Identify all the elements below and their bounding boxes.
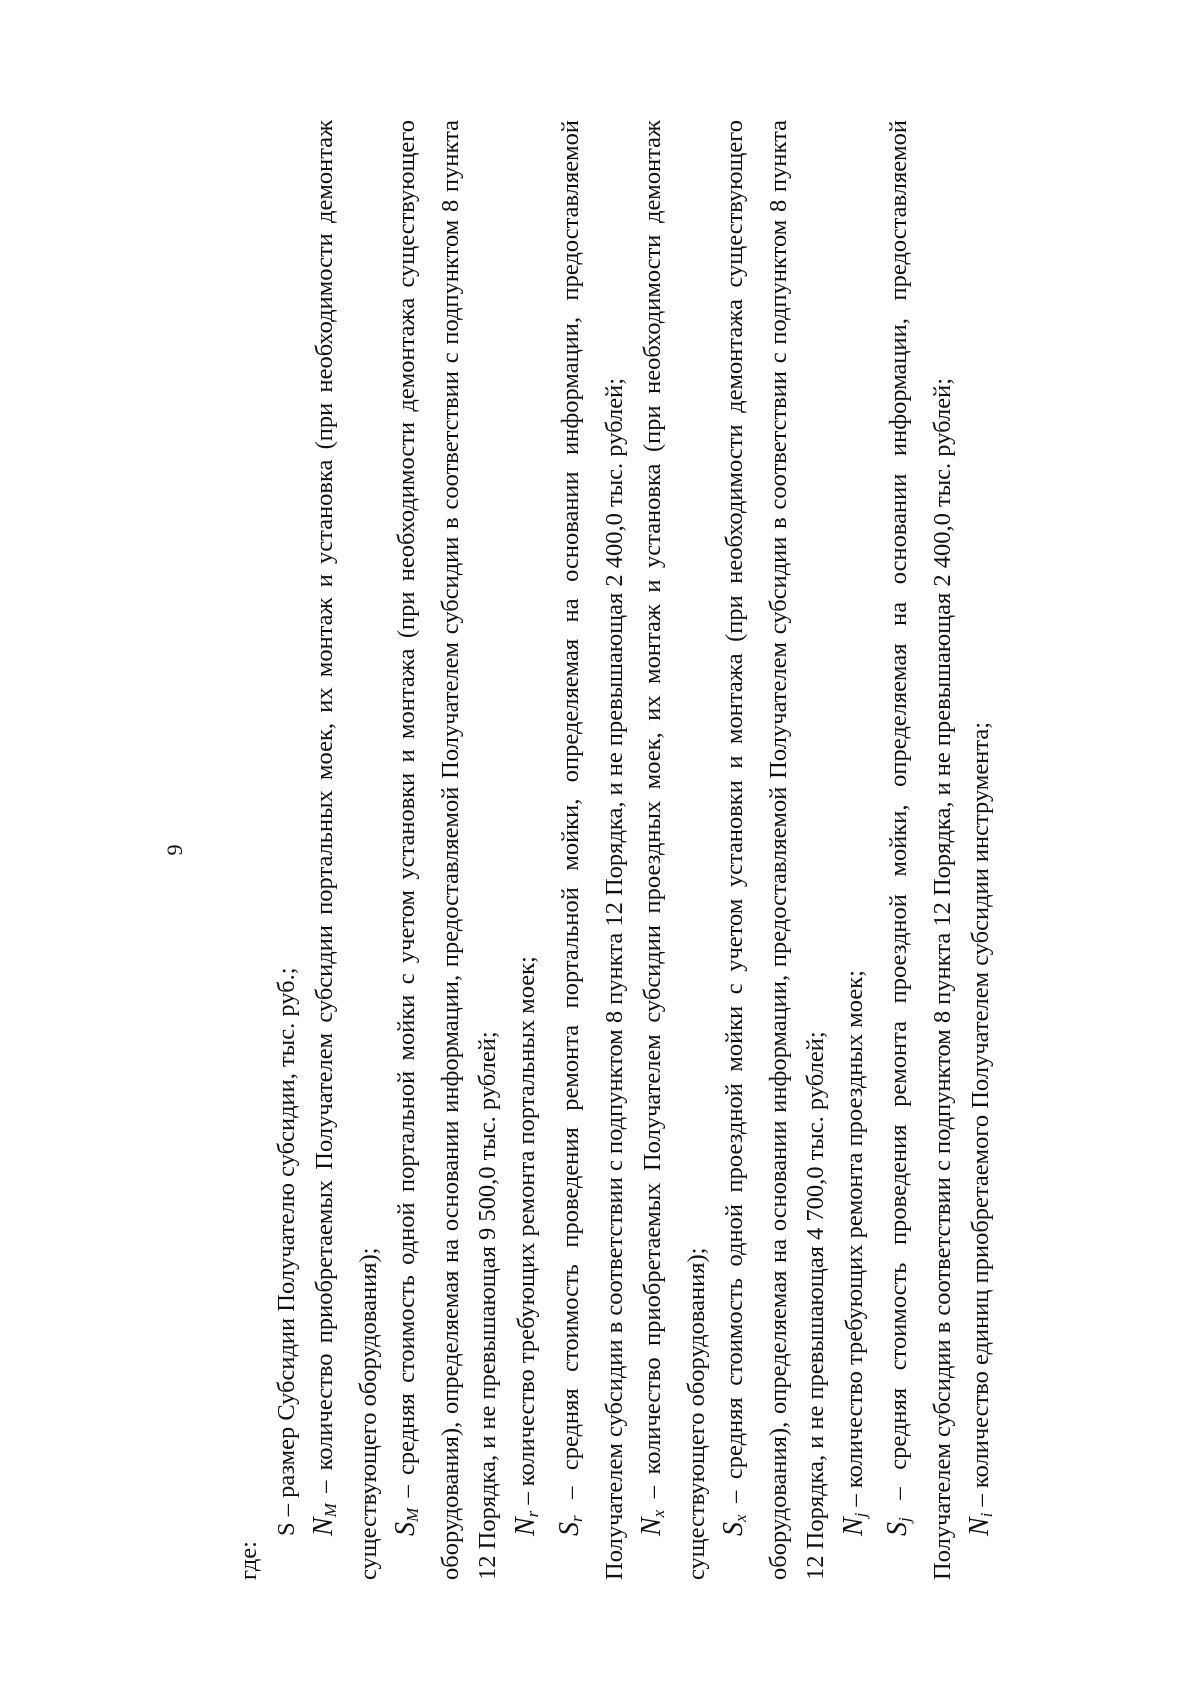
definition-text: – количество приобретаемых Получателем субсидии портальных моек, их монтаж и установка (при необходимости демонтаж существующего оборудования); [311, 120, 382, 1580]
definition-text: – средняя стоимость одной проездной мойки с учетом установки и монтажа (при необходимости демонтажа существующего оборудования), определяемая на основании информации, предоставляемой Получателем субсидии в соответствии с подпунктом 8 пункта 12 Порядка, и не превышающая 4 700,0 тыс. рублей; [721, 120, 829, 1580]
definition-n-m [305, 120, 387, 1580]
rotated-page-content [160, 120, 1060, 1580]
definition-s-m [387, 120, 507, 1580]
intro-line: где: [235, 1541, 262, 1580]
definition-n-i [961, 120, 1006, 1580]
page-number: 9 [162, 844, 187, 856]
symbol-s-m: $S_M$ [390, 1507, 422, 1536]
definition-text: – количество приобретаемых Получателем субсидии проездных моек, их монтаж и установка (при необходимости демонтаж существующего оборудования); [639, 120, 710, 1580]
definition-s-x [715, 120, 835, 1580]
symbol-n-j: $N_j$ [837, 1512, 870, 1536]
definition-text: – средняя стоимость проведения ремонта проездной мойки, определяемая на основании информации, предоставляемой Получателем субсидии в соответствии с подпунктом 8 пункта 12 Порядка, и не превышающая 2 400,0 тыс. рублей; [885, 120, 956, 1580]
definition-s-j [879, 120, 961, 1580]
definition-text: – размер Субсидии Получателю субсидии, тыс. руб.; [272, 967, 300, 1523]
definition-s-r [551, 120, 633, 1580]
definition-text: – количество единиц приобретаемого Получателем субсидии инструмента; [967, 721, 994, 1513]
symbol-s-r: $S_r$ [554, 1515, 586, 1536]
symbol-n-m: $N_M$ [308, 1503, 340, 1536]
definition-text: – количество требующих ремонта портальных моек; [512, 956, 540, 1511]
symbol-s-x: $S_x$ [718, 1514, 750, 1536]
symbol-s-j: $S_j$ [882, 1517, 914, 1536]
symbol-n-r: $N_r$ [509, 1510, 542, 1536]
symbol-n-i: $N_i$ [964, 1512, 996, 1536]
definition-n-r [507, 120, 552, 1580]
document-body [230, 120, 1006, 1580]
definition-text: – средняя стоимость проведения ремонта портальной мойки, определяемая на основании информации, предоставляемой Получателем субсидии в соответствии с подпунктом 8 пункта 12 Порядка, и не превышающая 2 400,0 тыс. рублей; [557, 120, 628, 1580]
definition-n-j [835, 120, 880, 1580]
definition-s [268, 120, 306, 1580]
definition-text: – количество требующих ремонта проездных моек; [840, 970, 868, 1513]
symbol-n-x: $N_x$ [636, 1509, 668, 1536]
definition-text: – средняя стоимость одной портальной мойки с учетом установки и монтажа (при необходимости демонтажа существующего оборудования), определяемая на основании информации, предоставляемой Получателем субсидии в соответствии с подпунктом 8 пункта 12 Порядка, и не превышающая 9 500,0 тыс. рублей; [393, 120, 501, 1580]
definition-n-x [633, 120, 715, 1580]
symbol-s: S [272, 1522, 300, 1536]
